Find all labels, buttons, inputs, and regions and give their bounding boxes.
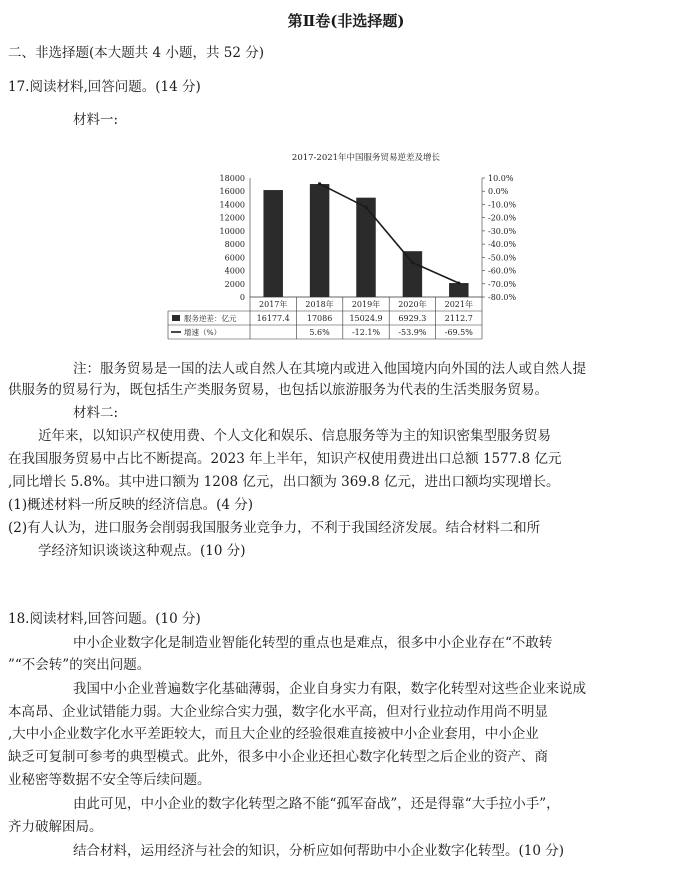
section-heading: 二、非选择题(本大题共 4 小题，共 52 分) — [8, 45, 264, 61]
q18-heading: 18.阅读材料,回答问题。(10 分) — [8, 611, 201, 627]
category-label: 2017年 — [259, 300, 288, 309]
category-label: 2019年 — [351, 300, 381, 309]
right-tick-label: -40.0% — [488, 240, 517, 250]
material2-label: 材料二: — [73, 405, 119, 421]
growth-value-label: -12.1% — [351, 328, 381, 337]
q18-p2-line-4: 缺乏可复制可参考的典型模式。此外，很多中小企业还担心数字化转型之后企业的资产、商 — [8, 749, 548, 765]
q18-p2-line-5: 业秘密等数据不安全等后续问题。 — [8, 772, 211, 788]
q18-p3-line-1: 由此可见，中小企业的数字化转型之路不能“孤军奋战”，还是得靠“大手拉小手”， — [73, 796, 560, 812]
legend-series-1: 增速（%） — [184, 328, 222, 337]
bar-2018年 — [310, 184, 329, 297]
bar-value-label: 6929.3 — [398, 314, 427, 323]
right-tick-label: -60.0% — [488, 266, 517, 276]
left-tick-label: 2000 — [224, 279, 245, 289]
left-tick-label: 18000 — [219, 174, 245, 183]
right-tick-label: -50.0% — [488, 253, 517, 263]
bar-value-label: 16177.4 — [256, 314, 290, 323]
right-tick-label: -80.0% — [488, 293, 517, 302]
q18-p1-line-2: ”“不会转”的突出问题。 — [8, 657, 151, 673]
q18-p2-line-2: 本高昂、企业试错能力弱。大企业综合实力强，数字化水平高，但对行业拉动作用尚不明显 — [8, 704, 548, 720]
bar-2021年 — [449, 283, 468, 297]
material2-line-2: 在我国服务贸易中占比不断提高。2023 年上半年，知识产权使用费进出口总额 1577.8 亿元 — [8, 451, 562, 467]
material2-line-3: ,同比增长 5.8%。其中进口额为 1208 亿元，出口额为 369.8 亿元，进出口额均实现增长。 — [8, 474, 560, 490]
growth-point — [411, 261, 414, 264]
page-title: 第Ⅱ卷(非选择题) — [287, 12, 405, 30]
trade-deficit-chart — [160, 148, 555, 353]
left-tick-label: 0 — [239, 293, 245, 302]
q18-p2-line-3: ,大中小企业数字化水平差距较大，而且大企业的经验很难直接被中小企业套用，中小企业 — [8, 726, 539, 742]
right-tick-label: -30.0% — [488, 226, 517, 236]
note-line-1: 注：服务贸易是一国的法人或自然人在其境内或进入他国境内向外国的法人或自然人提 — [73, 361, 586, 377]
growth-value-label: -69.5% — [444, 328, 473, 337]
left-tick-label: 8000 — [224, 240, 245, 250]
left-tick-label: 12000 — [219, 213, 245, 223]
right-tick-label: 10.0% — [488, 174, 514, 183]
category-label: 2020年 — [398, 300, 427, 309]
q17-sub2-line-2: 学经济知识谈谈这种观点。(10 分) — [38, 543, 246, 559]
q17-sub2-line-1: (2)有人认为，进口服务会削弱我国服务业竞争力，不利于我国经济发展。结合材料二和所 — [8, 520, 541, 536]
q18-p3-line-2: 齐力破解困局。 — [8, 819, 103, 835]
left-tick-label: 4000 — [224, 266, 245, 276]
note-line-2: 供服务的贸易行为，既包括生产类服务贸易，也包括以旅游服务为代表的生活类服务贸易。 — [8, 382, 548, 398]
growth-point — [318, 182, 321, 185]
bar-2020年 — [403, 251, 422, 297]
growth-line — [320, 184, 459, 283]
q17-heading: 17.阅读材料,回答问题。(14 分) — [8, 79, 201, 95]
material2-line-1: 近年来，以知识产权使用费、个人文化和娱乐、信息服务等为主的知识密集型服务贸易 — [38, 428, 551, 444]
bar-2017年 — [263, 190, 282, 297]
bar-value-label: 2112.7 — [444, 314, 473, 323]
growth-value-label: 5.6% — [309, 328, 330, 337]
left-tick-label: 6000 — [224, 253, 245, 263]
right-tick-label: -20.0% — [488, 213, 517, 223]
growth-value-label: -53.9% — [398, 328, 427, 337]
left-tick-label: 16000 — [219, 187, 245, 197]
bar-value-label: 15024.9 — [349, 314, 383, 323]
growth-point — [457, 282, 460, 285]
category-label: 2018年 — [305, 300, 334, 309]
q18-p2-line-1: 我国中小企业普遍数字化基础薄弱，企业自身实力有限，数字化转型对这些企业来说成 — [73, 681, 586, 697]
chart-title: 2017-2021年中国服务贸易逆差及增长 — [291, 153, 441, 163]
bar-value-label: 17086 — [306, 314, 333, 323]
left-tick-label: 14000 — [219, 200, 245, 210]
q18-p1-line-1: 中小企业数字化是制造业智能化转型的重点也是难点，很多中小企业存在“不敢转 — [73, 635, 553, 651]
legend-series-0: 服务逆差：亿元 — [184, 314, 237, 323]
right-tick-label: -10.0% — [488, 200, 517, 210]
right-tick-label: 0.0% — [488, 187, 509, 197]
growth-point — [364, 206, 367, 209]
bar-2019年 — [356, 198, 375, 297]
right-tick-label: -70.0% — [488, 279, 517, 289]
left-tick-label: 10000 — [219, 226, 245, 236]
legend-bar-key — [172, 315, 180, 321]
material1-label: 材料一: — [73, 112, 119, 128]
q18-task: 结合材料，运用经济与社会的知识，分析应如何帮助中小企业数字化转型。(10 分) — [73, 843, 565, 859]
q17-sub1: (1)概述材料一所反映的经济信息。(4 分) — [8, 497, 254, 513]
category-label: 2021年 — [444, 300, 473, 309]
